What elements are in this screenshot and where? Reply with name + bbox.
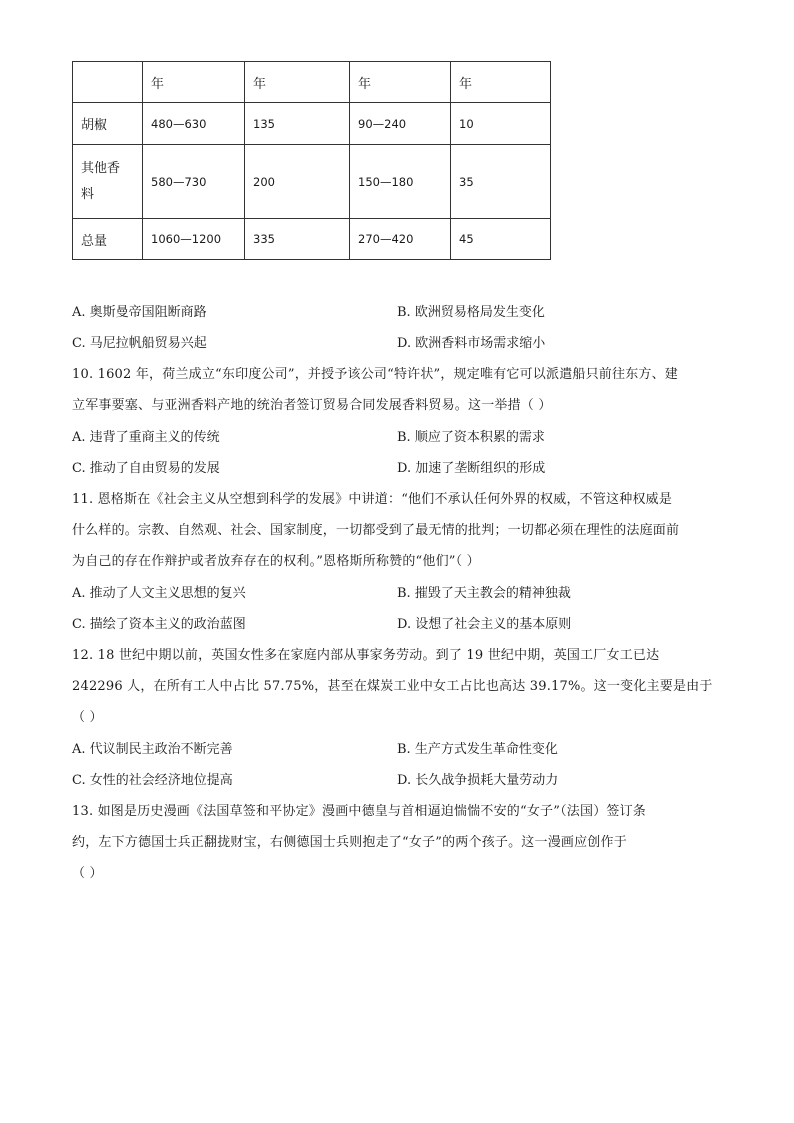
table-cell: 135 (245, 103, 350, 145)
table-header-cell (73, 62, 143, 103)
q12-option-a: A. 代议制民主政治不断完善 (72, 742, 233, 757)
q12-option-b: B. 生产方式发生革命性变化 (397, 742, 558, 757)
spice-import-table (72, 61, 551, 260)
q11-stem-line: 11. 恩格斯在《社会主义从空想到科学的发展》中讲道：“他们不承认任何外界的权威，不管这种权威是 (72, 492, 673, 507)
table-row (73, 219, 551, 260)
table-header-cell: 年 (451, 62, 551, 103)
q13-stem-line: 约，左下方德国士兵正翻拢财宝，右侧德国士兵则抱走了“女子”的两个孩子。这一漫画应创作于 (72, 835, 627, 850)
table-row-label-text: 其他香料 (81, 160, 121, 202)
q11-option-b: B. 摧毁了天主教会的精神独裁 (397, 586, 571, 601)
q10-option-a: A. 违背了重商主义的传统 (72, 430, 220, 445)
table-row-label: 总量 (73, 219, 143, 260)
q12-stem-line: 242296 人，在所有工人中占比 57.75%，甚至在煤炭工业中女工占比也高达 39.17%。这一变化主要是由于 (72, 679, 713, 694)
table-header-cell: 年 (350, 62, 451, 103)
q13-stem-line: （ ） (72, 866, 103, 881)
q10-option-b: B. 顺应了资本积累的需求 (397, 430, 545, 445)
q12-stem-line: 12. 18 世纪中期以前，英国女性多在家庭内部从事家务劳动。到了 19 世纪中期，英国工厂女工已达 (72, 648, 660, 663)
q11-option-d: D. 设想了社会主义的基本原则 (397, 617, 572, 632)
table-cell: 45 (451, 219, 551, 260)
q11-option-a: A. 推动了人文主义思想的复兴 (72, 586, 246, 601)
q11-option-c: C. 描绘了资本主义的政治蓝图 (72, 617, 246, 632)
q11-stem-line: 什么样的。宗教、自然观、社会、国家制度，一切都受到了最无情的批判；一切都必须在理性的法庭面前 (72, 523, 680, 538)
q12-stem-line: （ ） (72, 710, 103, 725)
table-cell: 200 (245, 145, 350, 219)
table-cell: 35 (451, 145, 551, 219)
q9-option-a: A. 奥斯曼帝国阻断商路 (72, 305, 207, 320)
q13-stem-line: 13. 如图是历史漫画《法国草签和平协定》漫画中德皇与首相逼迫惴惴不安的“女子”（法国）签订条 (72, 804, 646, 819)
table-cell: 1060—1200 (143, 219, 245, 260)
table-cell: 480—630 (143, 103, 245, 145)
q9-option-c: C. 马尼拉帆船贸易兴起 (72, 336, 207, 351)
table-cell: 90—240 (350, 103, 451, 145)
table-header-cell: 年 (245, 62, 350, 103)
table-cell: 270—420 (350, 219, 451, 260)
table-header-row (73, 62, 551, 103)
table-cell: 10 (451, 103, 551, 145)
q10-stem-line: 立军事要塞、与亚洲香料产地的统治者签订贸易合同发展香料贸易。这一举措（ ） (72, 398, 552, 413)
q10-option-d: D. 加速了垄断组织的形成 (397, 461, 546, 476)
q12-option-c: C. 女性的社会经济地位提高 (72, 773, 233, 788)
q10-stem-line: 10. 1602 年，荷兰成立“东印度公司”，并授予该公司“特许状”，规定唯有它可以派遣船只前往东方、建 (72, 367, 679, 382)
table-row-label (73, 145, 143, 219)
table-cell: 580—730 (143, 145, 245, 219)
table-cell: 335 (245, 219, 350, 260)
table-row (73, 145, 551, 219)
q9-option-b: B. 欧洲贸易格局发生变化 (397, 305, 545, 320)
table-row (73, 103, 551, 145)
table-cell: 150—180 (350, 145, 451, 219)
table-row-label: 胡椒 (73, 103, 143, 145)
q11-stem-line: 为自己的存在作辩护或者放弃存在的权利。”恩格斯所称赞的“他们”（ ） (72, 554, 480, 569)
q10-option-c: C. 推动了自由贸易的发展 (72, 461, 220, 476)
q9-option-d: D. 欧洲香料市场需求缩小 (397, 336, 546, 351)
q12-option-d: D. 长久战争损耗大量劳动力 (397, 773, 559, 788)
table-header-cell: 年 (143, 62, 245, 103)
